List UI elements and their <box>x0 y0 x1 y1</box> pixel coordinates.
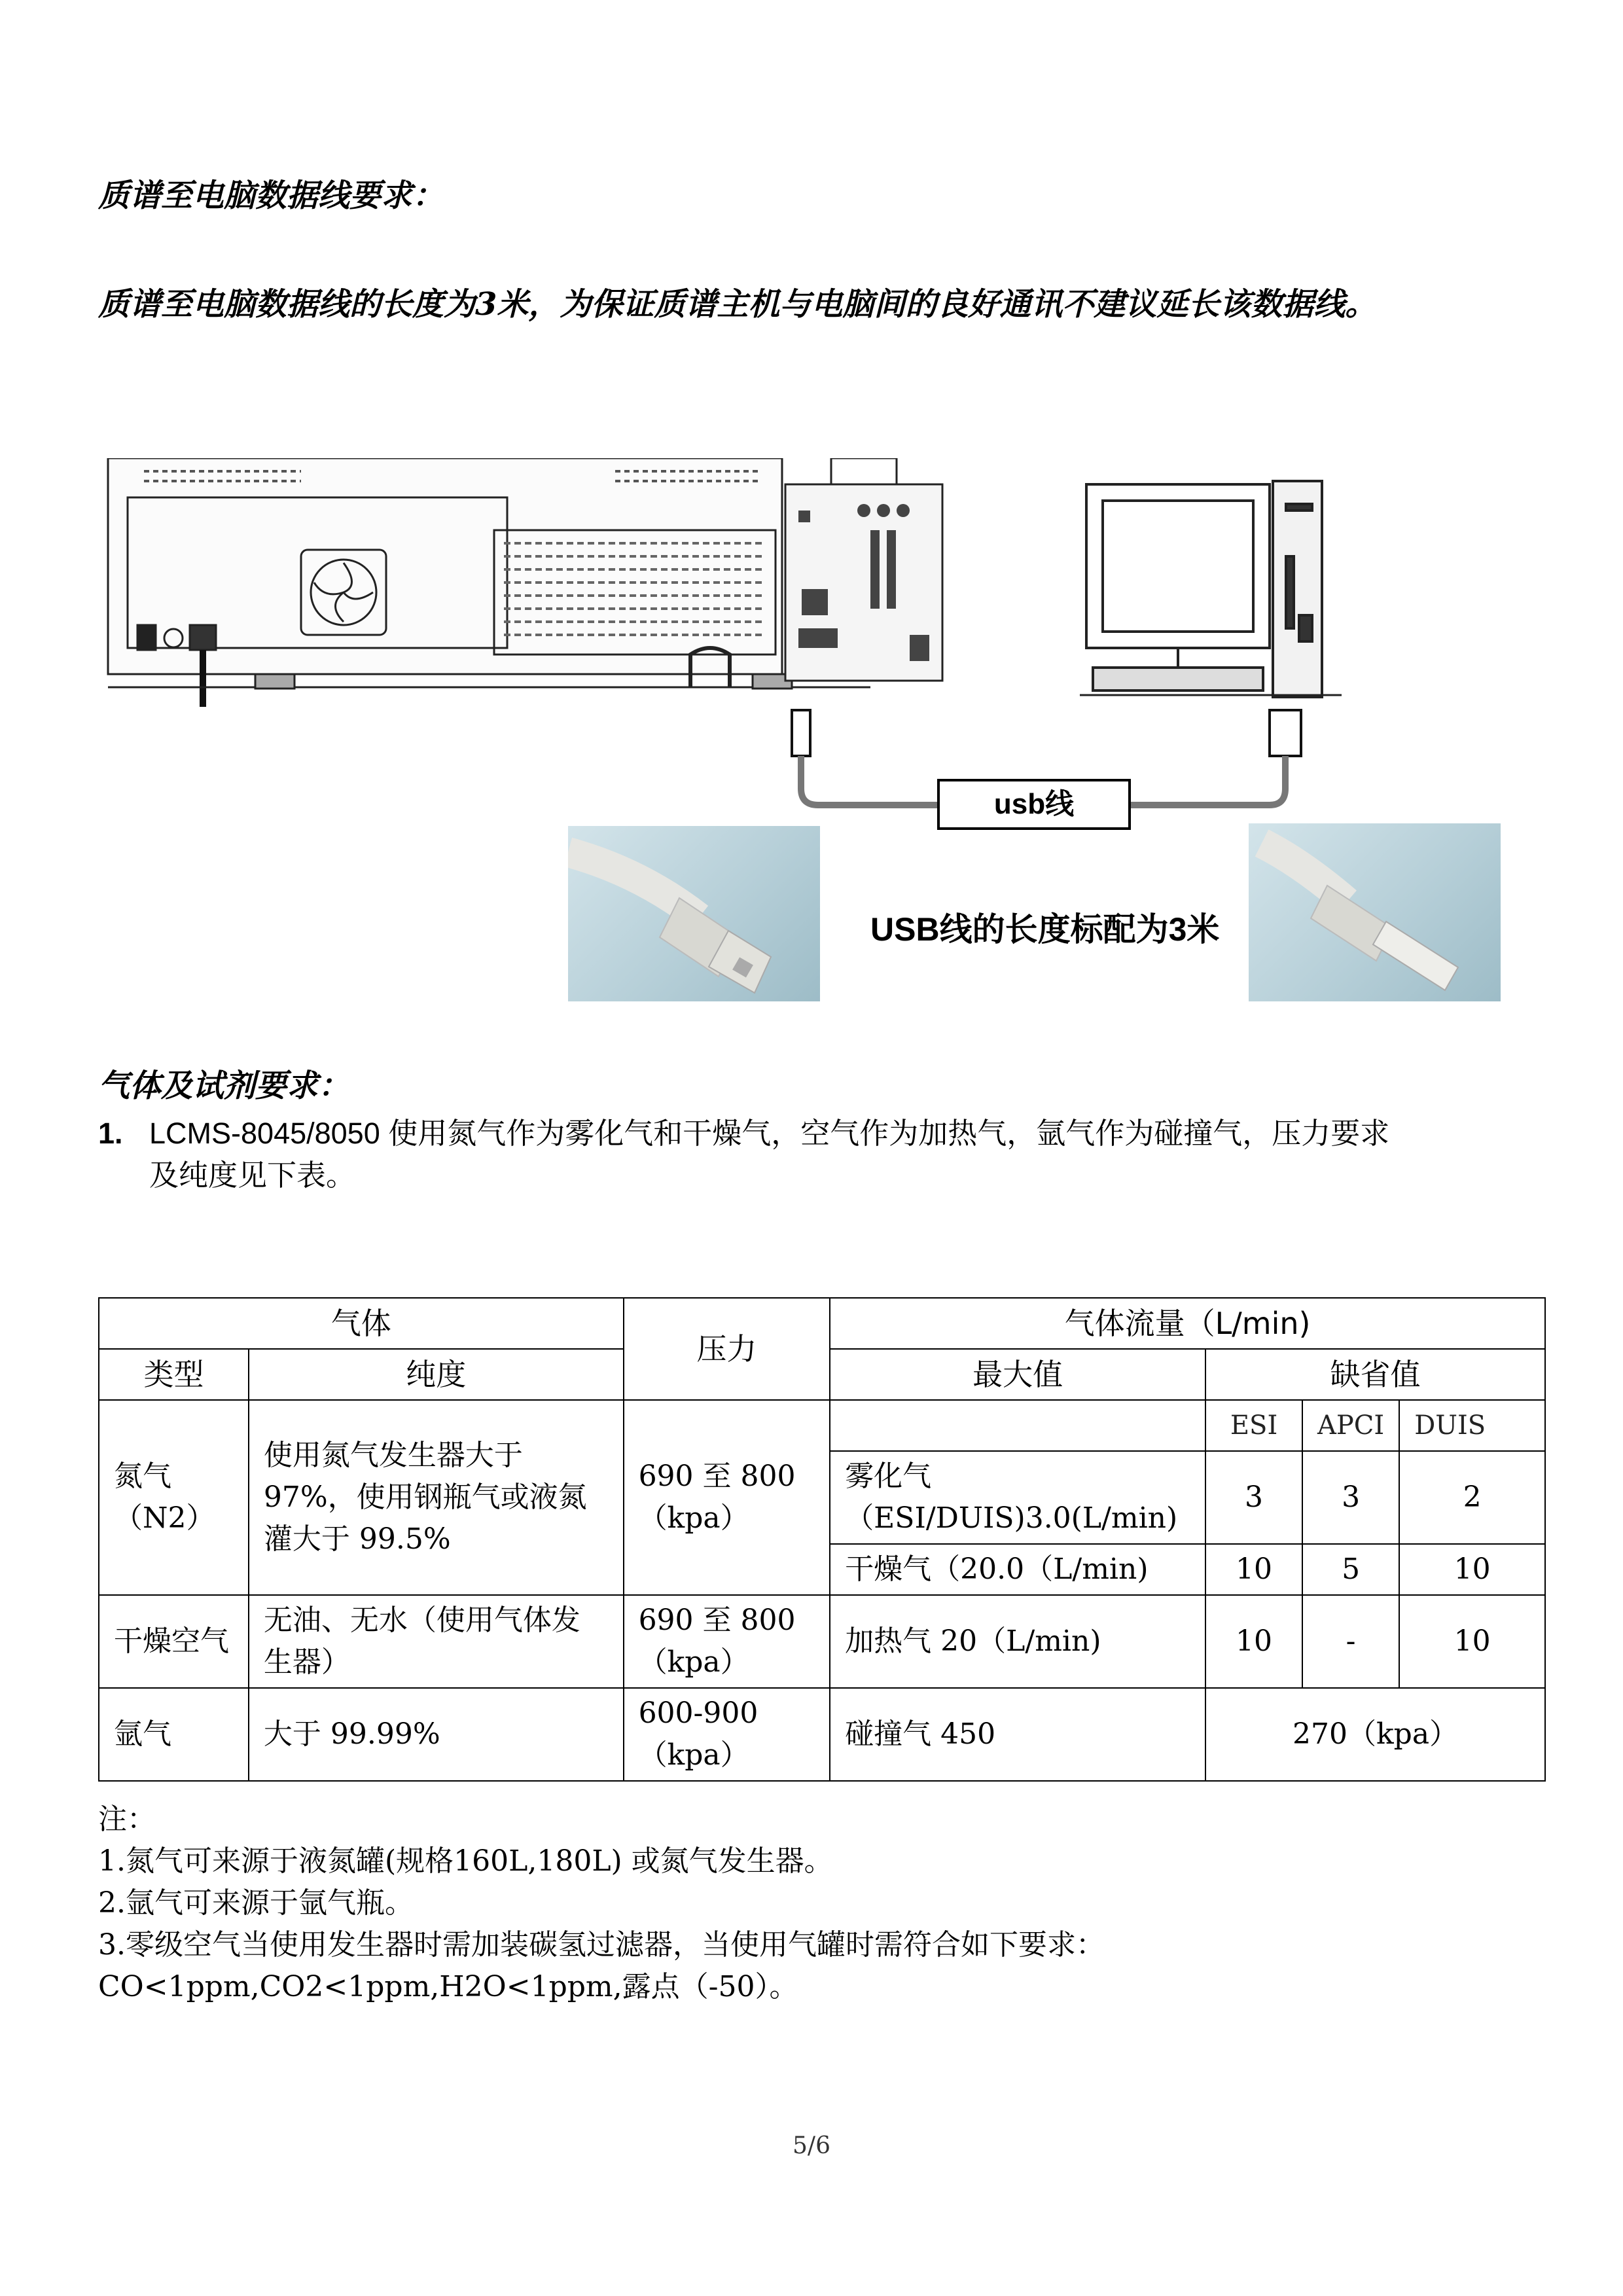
subheader-esi: ESI <box>1205 1400 1302 1451</box>
header-max: 最大值 <box>830 1349 1205 1400</box>
header-gas: 气体 <box>99 1298 624 1349</box>
cell-ar-purity: 大于 99.99% <box>249 1688 624 1781</box>
usb-length-caption: USB线的长度标配为3米 <box>870 911 1220 948</box>
cell-drying-apci: 5 <box>1302 1544 1399 1595</box>
instrument-rear-panel-drawing <box>108 458 942 707</box>
cell-drying-duis: 10 <box>1399 1544 1545 1595</box>
header-default: 缺省值 <box>1205 1349 1545 1400</box>
header-type: 类型 <box>99 1349 249 1400</box>
item-text-line2: 及纯度见下表。 <box>149 1158 356 1192</box>
note-4: CO<1ppm,CO2<1ppm,H2O<1ppm,露点（-50）。 <box>98 1970 798 2003</box>
cell-n2-type: 氮气（N2） <box>99 1400 249 1595</box>
paragraph-data-cable: 质谱至电脑数据线的长度为3米，为保证质谱主机与电脑间的良好通讯不建议延长该数据线。 <box>98 286 1377 323</box>
computer-drawing <box>1080 481 1342 697</box>
cell-air-type: 干燥空气 <box>99 1595 249 1688</box>
note-2: 2.氩气可来源于氩气瓶。 <box>98 1886 414 1920</box>
gas-requirement-table <box>98 1297 1546 1782</box>
usb-type-b-photo <box>568 826 820 1001</box>
usb-type-a-photo <box>1249 823 1501 1001</box>
cell-air-purity: 无油、无水（使用气体发生器） <box>249 1595 624 1688</box>
usb-a-plug-icon <box>1249 823 1501 1001</box>
cell-heating-duis: 10 <box>1399 1595 1545 1688</box>
subheader-duis: DUIS <box>1399 1400 1545 1451</box>
cell-collision-label: 碰撞气 450 <box>830 1688 1205 1781</box>
gas-requirement-item <box>98 1113 1538 1196</box>
subheader-apci: APCI <box>1302 1400 1399 1451</box>
section-heading-gas-reagent: 气体及试剂要求： <box>98 1067 350 1104</box>
usb-b-plug-icon <box>568 826 820 1001</box>
usb-cable-label: usb线 <box>937 779 1131 830</box>
cell-drying-esi: 10 <box>1205 1544 1302 1595</box>
cell-nebulizer-apci: 3 <box>1302 1451 1399 1544</box>
section-heading-data-cable: 质谱至电脑数据线要求： <box>98 177 444 214</box>
item-text-line1: LCMS-8045/8050 使用氮气作为雾化气和干燥气，空气作为加热气，氩气作为碰撞气，压力要求 <box>149 1117 1390 1150</box>
cell-heating-label: 加热气 20（L/min) <box>830 1595 1205 1688</box>
note-1: 1.氮气可来源于液氮罐(规格160L,180L) 或氮气发生器。 <box>98 1844 833 1878</box>
cell-ar-type: 氩气 <box>99 1688 249 1781</box>
cell-heating-esi: 10 <box>1205 1595 1302 1688</box>
item-number: 1. <box>98 1117 123 1150</box>
cell-n2-pressure: 690 至 800（kpa） <box>624 1400 830 1595</box>
header-purity: 纯度 <box>249 1349 624 1400</box>
cell-nebulizer-duis: 2 <box>1399 1451 1545 1544</box>
cell-empty <box>830 1400 1205 1451</box>
cell-heating-apci: - <box>1302 1595 1399 1688</box>
header-pressure: 压力 <box>624 1298 830 1400</box>
notes-title: 注： <box>98 1803 156 1836</box>
note-3: 3.零级空气当使用发生器时需加装碳氢过滤器，当使用气罐时需符合如下要求： <box>98 1928 1105 1962</box>
cell-ar-pressure: 600-900（kpa） <box>624 1688 830 1781</box>
cell-n2-purity: 使用氮气发生器大于97%，使用钢瓶气或液氮灌大于 99.5% <box>249 1400 624 1595</box>
cell-collision-value: 270（kpa） <box>1205 1688 1545 1781</box>
cell-drying-label: 干燥气（20.0（L/min) <box>830 1544 1205 1595</box>
cell-air-pressure: 690 至 800（kpa） <box>624 1595 830 1688</box>
cell-nebulizer-esi: 3 <box>1205 1451 1302 1544</box>
cell-nebulizer-label: 雾化气（ESI/DUIS)3.0(L/min) <box>830 1451 1205 1544</box>
notes-block <box>98 1799 1538 2008</box>
page-number: 5/6 <box>793 2132 830 2159</box>
header-flow: 气体流量（L/min) <box>830 1298 1545 1349</box>
